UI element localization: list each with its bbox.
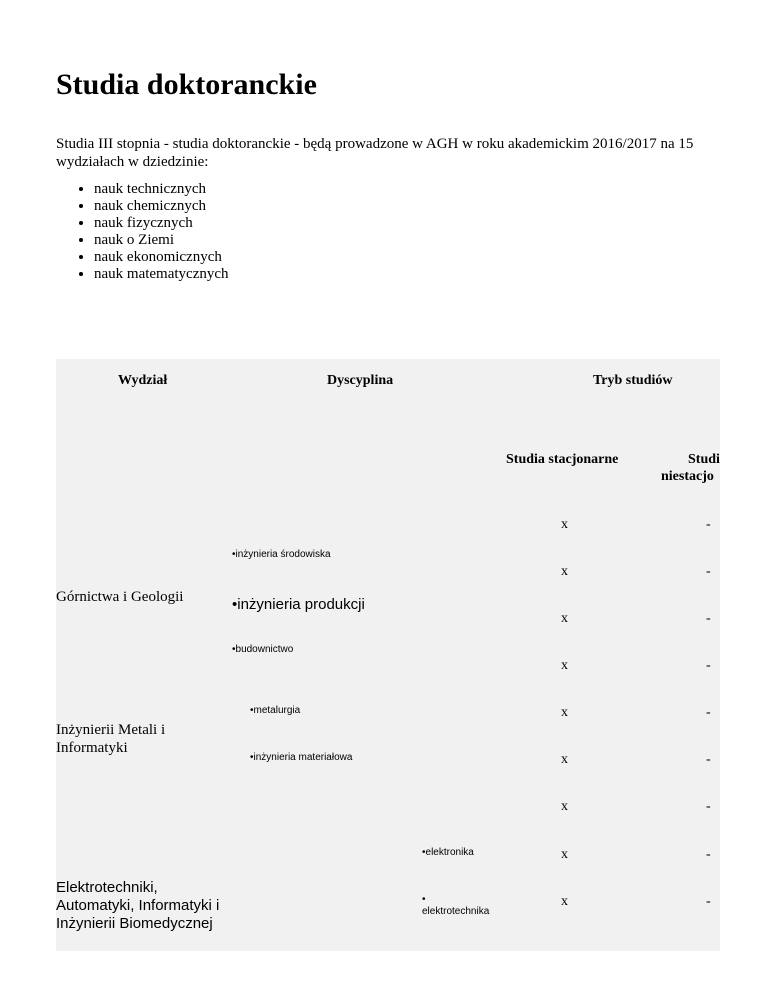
stacjonarne-mark: x xyxy=(561,658,568,673)
list-item: • nauk technicznych xyxy=(94,181,229,198)
discipline-elektronika: •elektronika xyxy=(422,847,474,858)
list-item: • nauk fizycznych xyxy=(94,215,229,232)
stacjonarne-mark: x xyxy=(561,799,568,814)
header-studia-stacjonarne: Studia stacjonarne xyxy=(506,452,619,467)
discipline-budownictwo: •budownictwo xyxy=(232,644,294,655)
stacjonarne-mark: x xyxy=(561,752,568,767)
niestacjonarne-mark: - xyxy=(706,705,711,720)
niestacjonarne-mark: - xyxy=(706,564,711,579)
stacjonarne-mark: x xyxy=(561,564,568,579)
faculty-gornictwa-i-geologii: Górnictwa i Geologii xyxy=(56,589,184,605)
niestacjonarne-mark: - xyxy=(706,611,711,626)
list-item: • nauk chemicznych xyxy=(94,198,229,215)
stacjonarne-mark: x xyxy=(561,611,568,626)
discipline-inzynieria-srodowiska: •inżynieria środowiska xyxy=(232,549,331,560)
header-wydzial: Wydział xyxy=(118,373,168,388)
niestacjonarne-mark: - xyxy=(706,847,711,862)
niestacjonarne-mark: - xyxy=(706,517,711,532)
list-item: • nauk o Ziemi xyxy=(94,232,229,249)
stacjonarne-mark: x xyxy=(561,894,568,909)
faculty-elektrotechniki: Elektrotechniki, Automatyki, Informatyki i Inżynierii Biomedycznej xyxy=(56,879,220,932)
fields-list xyxy=(56,181,229,283)
discipline-elektrotechnika-bullet: • xyxy=(422,894,426,905)
page-title: Studia doktoranckie xyxy=(56,68,317,101)
discipline-inzynieria-materialowa: •inżynieria materiałowa xyxy=(250,752,353,763)
stacjonarne-mark: x xyxy=(561,847,568,862)
discipline-elektrotechnika: elektrotechnika xyxy=(422,906,490,917)
list-item: • nauk ekonomicznych xyxy=(94,249,229,266)
stacjonarne-mark: x xyxy=(561,705,568,720)
list-item: • nauk matematycznych xyxy=(94,266,229,283)
discipline-inzynieria-produkcji: •inżynieria produkcji xyxy=(232,596,365,613)
niestacjonarne-mark: - xyxy=(706,799,711,814)
header-studia-niestacjonarne-line2: niestacjo xyxy=(661,469,714,484)
niestacjonarne-mark: - xyxy=(706,752,711,767)
stacjonarne-mark: x xyxy=(561,517,568,532)
header-dyscyplina: Dyscyplina xyxy=(327,373,394,388)
header-tryb-studiow: Tryb studiów xyxy=(593,373,673,388)
studies-table xyxy=(56,359,720,951)
discipline-metalurgia: •metalurgia xyxy=(250,705,301,716)
niestacjonarne-mark: - xyxy=(706,658,711,673)
header-studia-niestacjonarne-line1: Studi xyxy=(688,452,720,467)
faculty-inzynierii-metali-i-informatyki: Inżynierii Metali i Informatyki xyxy=(56,722,166,756)
niestacjonarne-mark: - xyxy=(706,894,711,909)
intro-paragraph: Studia III stopnia - studia doktoranckie - będą prowadzone w AGH w roku akademickim 2016/2017 na 15 wydziałach w dziedzinie: xyxy=(56,136,694,170)
